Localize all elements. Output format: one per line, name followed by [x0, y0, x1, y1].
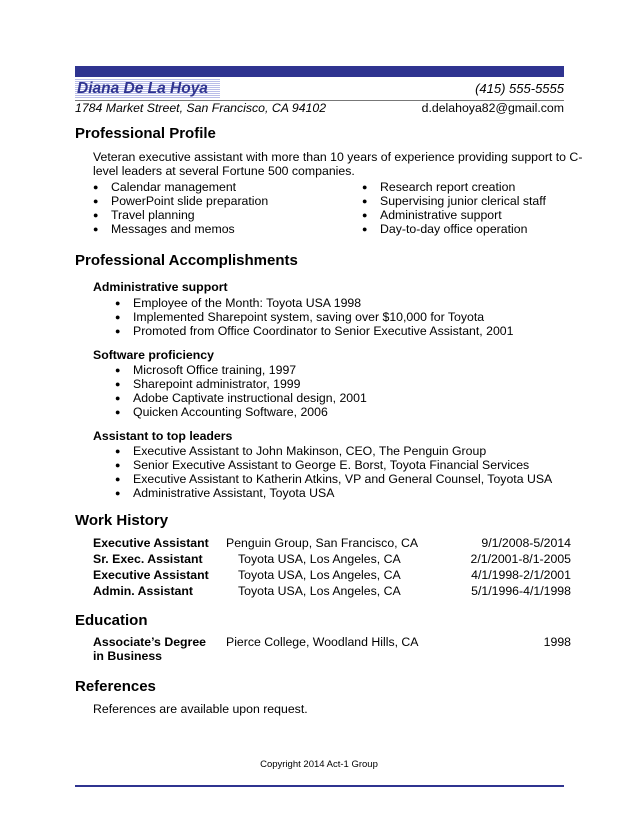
work-company: Penguin Group, San Francisco, CA [226, 536, 419, 550]
email-address: d.delahoya82@gmail.com [421, 101, 564, 115]
bullet-icon: ● [362, 210, 368, 220]
bullet-icon: ● [93, 210, 99, 220]
education-section-title: Education [75, 612, 148, 629]
resume-page: Diana De La Hoya (415) 555-5555 1784 Market Street, San Francisco, CA 94102 d.delahoya82@gmail.com Professional Profile Veteran executive assistant with more than 10 years of experience providing support to C- level leaders at several Fortune 500 companies. ● Calendar management ● PowerPoint slide preparation ● Travel planning ● Messages and memos ● Research report creation ● Supervising junior clerical staff ● Administrative support ● Day-to-day office operation Professional Accomplishments Administrative support ● Employee of the Month: Toyota USA 1998 ● Implemented Sharepoint system, saving over $10,000 for Toyota ● Promoted from Office Coordinator to Senior Executive Assistant, 2001 Software proficiency ● Microsoft Office training, 1997 ● Sharepoint administrator, 1999 ● Adobe Captivate instructional design, 2001 ● Quicken Accounting Software, 2006 Assistant to top leaders ● Executive Assistant to John Makinson, CEO, The Penguin Group ● Senior Executive Assistant to George E. Borst, Toyota Financial Services ● Executive Assistant to Katherin Atkins, VP and General Counsel, Toyota USA ● Administrative Assistant, Toyota USA Work History Executive Assistant Penguin Group, San Francisco, CA 9/1/2008-5/2014 Sr. Exec. Assistant Toyota USA, Los Angeles, CA 2/1/2001-8/1-2005 Executive Assistant Toyota USA, Los Angeles, CA 4/1/1998-2/1/2001 Admin. Assistant Toyota USA, Los Angeles, CA 5/1/1996-4/1/1998 Education Associate’s Degree in Business Pierce College, Woodland Hills, CA 1998 References References are available upon request. Copyright 2014 Act-1 Group [0, 0, 638, 826]
work-company: Toyota USA, Los Angeles, CA [238, 584, 401, 598]
accomplishment-group-heading: Administrative support [93, 280, 228, 294]
street-address: 1784 Market Street, San Francisco, CA 94102 [75, 101, 327, 115]
work-dates: 5/1/1996-4/1/1998 [471, 584, 571, 598]
work-company: Toyota USA, Los Angeles, CA [238, 552, 401, 566]
work-dates: 4/1/1998-2/1/2001 [471, 568, 571, 582]
profile-summary-line-2: level leaders at several Fortune 500 companies. [93, 164, 355, 178]
copyright-footer: Copyright 2014 Act-1 Group [260, 759, 378, 770]
bullet-icon: ● [362, 182, 368, 192]
bullet-icon: ● [115, 460, 121, 470]
work-dates: 9/1/2008-5/2014 [481, 536, 571, 550]
bullet-icon: ● [115, 474, 121, 484]
work-dates: 2/1/2001-8/1-2005 [470, 552, 571, 566]
profile-section-title: Professional Profile [75, 125, 216, 142]
candidate-name: Diana De La Hoya [77, 80, 208, 97]
bullet-icon: ● [93, 224, 99, 234]
school-name: Pierce College, Woodland Hills, CA [226, 635, 419, 649]
bullet-icon: ● [93, 196, 99, 206]
degree-name-line-2: in Business [93, 649, 163, 663]
phone-number: (415) 555-5555 [475, 81, 564, 96]
work-role: Executive Assistant [93, 568, 209, 582]
bullet-icon: ● [362, 224, 368, 234]
bullet-icon: ● [115, 298, 121, 308]
bullet-icon: ● [115, 393, 121, 403]
footer-divider [75, 785, 564, 787]
accomplishment-group-heading: Software proficiency [93, 348, 214, 362]
header-color-bar [75, 66, 564, 77]
references-section-title: References [75, 678, 156, 695]
degree-name-line-1: Associate’s Degree [93, 635, 207, 649]
accomplishment-group-heading: Assistant to top leaders [93, 429, 233, 443]
bullet-icon: ● [115, 446, 121, 456]
work-role: Executive Assistant [93, 536, 209, 550]
bullet-icon: ● [115, 488, 121, 498]
profile-summary-line-1: Veteran executive assistant with more than 10 years of experience providing support to C- [93, 150, 583, 164]
work-role: Admin. Assistant [93, 584, 193, 598]
bullet-icon: ● [115, 379, 121, 389]
references-text: References are available upon request. [93, 702, 308, 716]
bullet-icon: ● [93, 182, 99, 192]
work-company: Toyota USA, Los Angeles, CA [238, 568, 401, 582]
bullet-icon: ● [362, 196, 368, 206]
graduation-year: 1998 [543, 635, 571, 649]
bullet-icon: ● [115, 312, 121, 322]
bullet-icon: ● [115, 365, 121, 375]
bullet-icon: ● [115, 326, 121, 336]
accomplishments-section-title: Professional Accomplishments [75, 252, 298, 269]
work-section-title: Work History [75, 512, 169, 529]
work-role: Sr. Exec. Assistant [93, 552, 203, 566]
bullet-icon: ● [115, 407, 121, 417]
